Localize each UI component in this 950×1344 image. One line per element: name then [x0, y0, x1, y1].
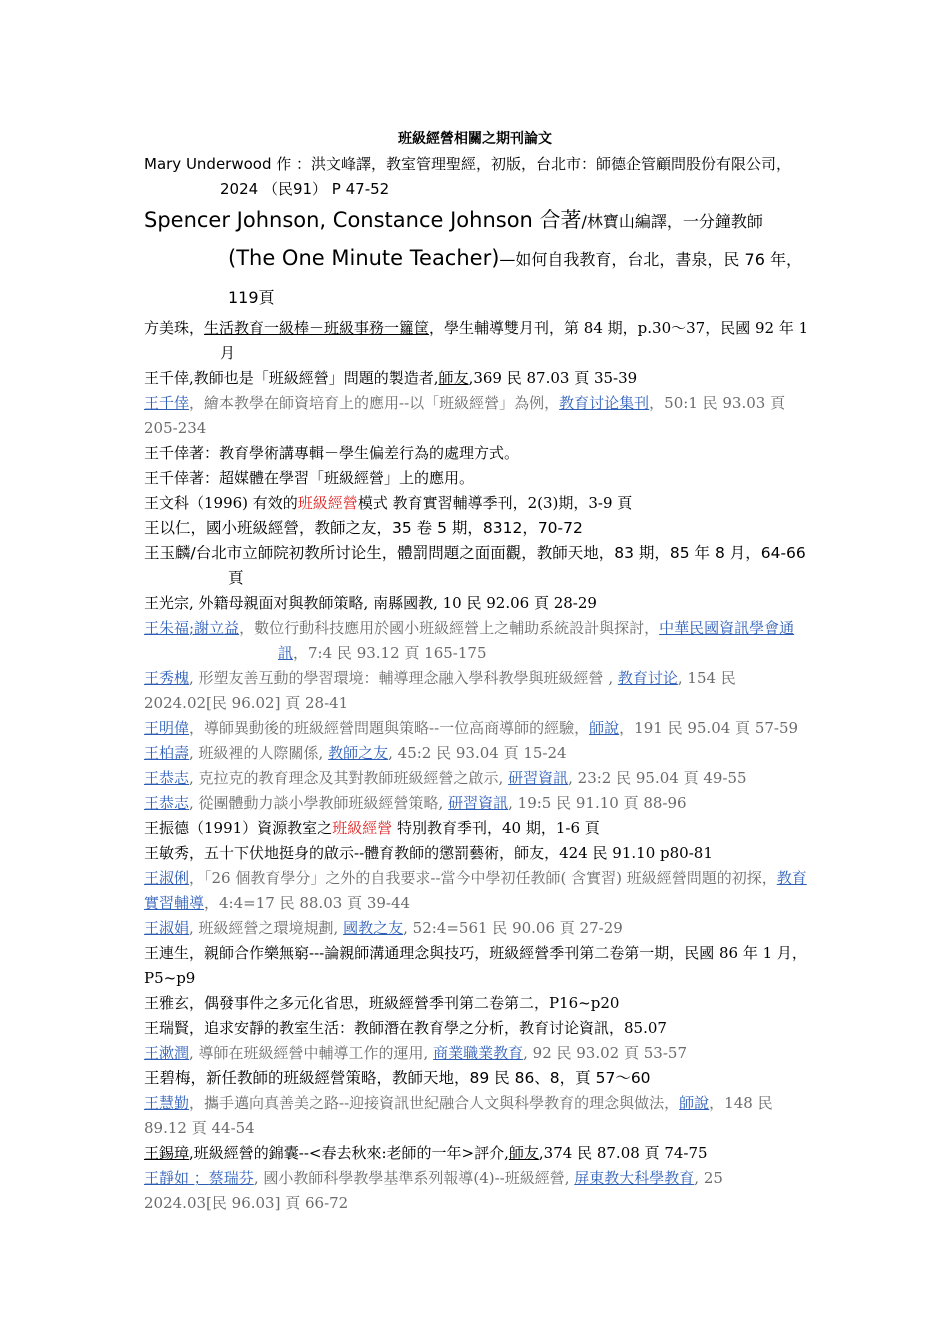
- reference-entry: [144, 591, 810, 616]
- reference-entry: [144, 1016, 810, 1041]
- reference-text: , 45:2 民 93.04 頁 15-24: [388, 744, 567, 762]
- reference-text: 王玉麟/台北市立師院初教所讨论生，體罰問題之面面觀，教師天地，83 期，85 年 8 月，64-66 頁: [144, 544, 806, 587]
- reference-text: ，「26 個教育學分」之外的自我要求--當今中學初任教師( 含實習) 班級經營問題的初探，: [189, 869, 777, 887]
- reference-link[interactable]: 研習資訊: [508, 769, 569, 787]
- reference-text: , 23:2 民 95.04 頁 49-55: [568, 769, 747, 787]
- reference-text: ，繪本教學在師資培育上的應用--以「班級經營」為例，: [189, 394, 560, 412]
- reference-text: , 19:5 民 91.10 頁 88-96: [508, 794, 687, 812]
- reference-entry: [144, 716, 810, 741]
- reference-text: , 92 民 93.02 頁 53-57: [523, 1044, 687, 1062]
- reference-text: 師友: [508, 1144, 539, 1162]
- reference-text: 王光宗, 外籍母親面对與教師策略, 南縣國教, 10 民 92.06 頁 28-29: [144, 594, 597, 612]
- reference-text: 王千倖,教師也是「班級經營」問題的製造者,: [144, 369, 439, 387]
- reference-entry: [144, 791, 810, 816]
- reference-text: 王以仁，國小班級經營，教師之友，35 卷 5 期，8312，70-72: [144, 519, 583, 537]
- reference-text: /林寶山編譯，一分鐘教師: [581, 212, 763, 231]
- reference-link[interactable]: 王明偉: [144, 719, 190, 737]
- reference-text: (The One Minute Teacher): [228, 246, 500, 270]
- reference-entry: [144, 941, 810, 991]
- reference-link[interactable]: 研習資訊: [448, 794, 509, 812]
- reference-link[interactable]: 王柏壽: [144, 744, 190, 762]
- reference-link[interactable]: 國教之友: [343, 919, 404, 937]
- reference-entry: [144, 1091, 810, 1141]
- reference-text: ,班級經營的錦囊--<春去秋來:老師的一年>評介,: [189, 1144, 509, 1162]
- reference-link[interactable]: 中華民國資訊學會通訊: [278, 619, 795, 662]
- reference-entry: [144, 391, 810, 441]
- document-title: 班級經營相關之期刊論文: [398, 131, 552, 147]
- reference-text: 王錫璋: [144, 1144, 190, 1162]
- reference-text: Mary Underwood 作 ：洪文峰譯，教室管理聖經，初版，台北市：師德企管顧問股份有限公司，2024 （民91） P 47-52: [144, 155, 792, 198]
- reference-text: ，攜手邁向真善美之路--迎接資訊世紀融合人文與科學教育的理念與做法，: [189, 1094, 680, 1112]
- reference-entry: [144, 816, 810, 841]
- reference-entry: [144, 916, 810, 941]
- reference-link[interactable]: 王恭志: [144, 769, 190, 787]
- reference-text: , 班級裡的人際關係,: [189, 744, 329, 762]
- reference-entry: [144, 766, 810, 791]
- reference-link[interactable]: 教育讨论: [617, 669, 678, 687]
- reference-text: , 154 民 2024.02[民 96.02] 頁 28-41: [144, 669, 736, 712]
- reference-entry: [144, 541, 810, 591]
- reference-text: ，191 民 95.04 頁 57-59: [619, 719, 799, 737]
- reference-entry: [144, 866, 810, 916]
- reference-link[interactable]: 謝立益: [194, 619, 240, 637]
- reference-entry: [144, 466, 810, 491]
- reference-text: 王千倖著：教育學術講專輯－學生偏差行為的處理方式。: [144, 444, 520, 462]
- reference-entry: [144, 1066, 810, 1091]
- reference-link[interactable]: 王慧勤: [144, 1094, 190, 1112]
- reference-entry: [144, 202, 810, 316]
- reference-text: 王碧梅，新任教師的班級經營策略，教師天地，89 民 86、8，頁 57～60: [144, 1069, 651, 1087]
- reference-link[interactable]: 師說: [589, 719, 620, 737]
- reference-link[interactable]: 教育實習輔導: [144, 869, 807, 912]
- reference-list: [144, 152, 810, 1216]
- reference-link[interactable]: 教育讨论集刊: [559, 394, 650, 412]
- reference-text: , 國小教師科學教學基準系列報導(4)--班級經營,: [253, 1169, 575, 1187]
- reference-link[interactable]: 王淑娟: [144, 919, 190, 937]
- reference-text: 班級經營: [332, 819, 393, 837]
- reference-text: 王千倖著：超媒體在學習「班級經營」上的應用。: [144, 469, 475, 487]
- reference-entry: [144, 1041, 810, 1066]
- reference-link[interactable]: 商業職業教育: [433, 1044, 524, 1062]
- reference-text: 生活教育一級棒－班級事務一籮筐: [204, 319, 430, 337]
- reference-entry: [144, 841, 810, 866]
- reference-text: , 形塑友善互動的學習環境：輔導理念融入學科教學與班級經營 ,: [189, 669, 618, 687]
- reference-text: Spencer Johnson, Constance Johnson 合著: [144, 208, 582, 232]
- reference-text: ，7:4 民 93.12 頁 165-175: [293, 644, 487, 662]
- reference-entry: [144, 441, 810, 466]
- reference-entry: [144, 366, 810, 391]
- reference-link[interactable]: 教師之友: [328, 744, 389, 762]
- reference-text: ，數位行動科技應用於國小班級經營上之輔助系統設計與探討，: [239, 619, 660, 637]
- reference-text: 119頁: [228, 288, 275, 307]
- reference-entry: [144, 516, 810, 541]
- reference-entry: [144, 616, 810, 666]
- reference-text: ,374 民 87.08 頁 74-75: [538, 1144, 708, 1162]
- reference-text: , 25 2024.03[民 96.03] 頁 66-72: [144, 1169, 723, 1212]
- reference-text: 王敏秀，五十下伏地挺身的啟示--體育教師的懲罰藝術，師友，424 民 91.10 p80-81: [144, 844, 713, 862]
- reference-text: , 班級經營之環境規劃,: [189, 919, 344, 937]
- reference-entry: [144, 491, 810, 516]
- reference-text: 王文科（1996) 有效的: [144, 494, 298, 512]
- reference-text: —如何自我教育，台北，書泉，民 76 年，: [499, 250, 802, 269]
- reference-text: 師友: [438, 369, 469, 387]
- reference-text: , 克拉克的教育理念及其對教師班級經營之啟示,: [189, 769, 509, 787]
- reference-link[interactable]: 王秀槐: [144, 669, 190, 687]
- reference-text: ，學生輔導雙月刊，第 84 期，p.30～37，民國 92 年 1 月: [220, 319, 809, 362]
- reference-text: 班級經營: [297, 494, 358, 512]
- reference-text: 特別教育季刊，40 期，1-6 頁: [392, 819, 600, 837]
- reference-text: 方美珠，: [144, 319, 205, 337]
- reference-link[interactable]: 王漱潤: [144, 1044, 190, 1062]
- reference-text: 王連生，親師合作樂無窮---論親師溝通理念與技巧，班級經營季刊第二卷第一期，民國 86 年 1 月，P5~p9: [144, 944, 807, 987]
- reference-text: ，148 民 89.12 頁 44-54: [144, 1094, 773, 1137]
- reference-link[interactable]: 王淑俐: [144, 869, 190, 887]
- reference-entry: [144, 316, 810, 366]
- reference-text: 模式 教育實習輔導季刊，2(3)期，3-9 頁: [357, 494, 633, 512]
- reference-text: , 導師在班級經營中輔導工作的運用,: [189, 1044, 434, 1062]
- reference-entry: [144, 991, 810, 1016]
- reference-link[interactable]: 王千倖: [144, 394, 190, 412]
- reference-entry: [144, 666, 810, 716]
- reference-link[interactable]: ;: [189, 619, 195, 637]
- reference-text: 王振德（1991）資源教室之: [144, 819, 333, 837]
- reference-link[interactable]: 屏東教大科學教育: [574, 1169, 695, 1187]
- reference-entry: [144, 1166, 810, 1216]
- reference-text: 王雅玄，偶發事件之多元化省思，班級經營季刊第二卷第二，P16~p20: [144, 994, 620, 1012]
- reference-text: ，導師異動後的班級經營問題與策略--一位高商導師的經驗，: [189, 719, 590, 737]
- reference-entry: [144, 152, 810, 202]
- reference-link[interactable]: 王靜如: [144, 1169, 190, 1187]
- reference-entry: [144, 1141, 810, 1166]
- reference-link[interactable]: 王恭志: [144, 794, 190, 812]
- reference-text: 王瑞賢，追求安靜的教室生活：教師潛在教育學之分析，教育讨论資訊，85.07: [144, 1019, 667, 1037]
- reference-text: , 從團體動力談小學教師班級經營策略,: [189, 794, 449, 812]
- reference-text: ,369 民 87.03 頁 35-39: [468, 369, 638, 387]
- reference-text: , 52:4=561 民 90.06 頁 27-29: [403, 919, 623, 937]
- reference-link[interactable]: ；: [189, 1169, 209, 1187]
- reference-entry: [144, 741, 810, 766]
- reference-link[interactable]: 蔡瑞芬: [208, 1169, 254, 1187]
- reference-link[interactable]: 師說: [679, 1094, 710, 1112]
- reference-link[interactable]: 王朱福: [144, 619, 190, 637]
- reference-text: ，50:1 民 93.03 頁 205-234: [144, 394, 786, 437]
- reference-text: ，4:4=17 民 88.03 頁 39-44: [204, 894, 411, 912]
